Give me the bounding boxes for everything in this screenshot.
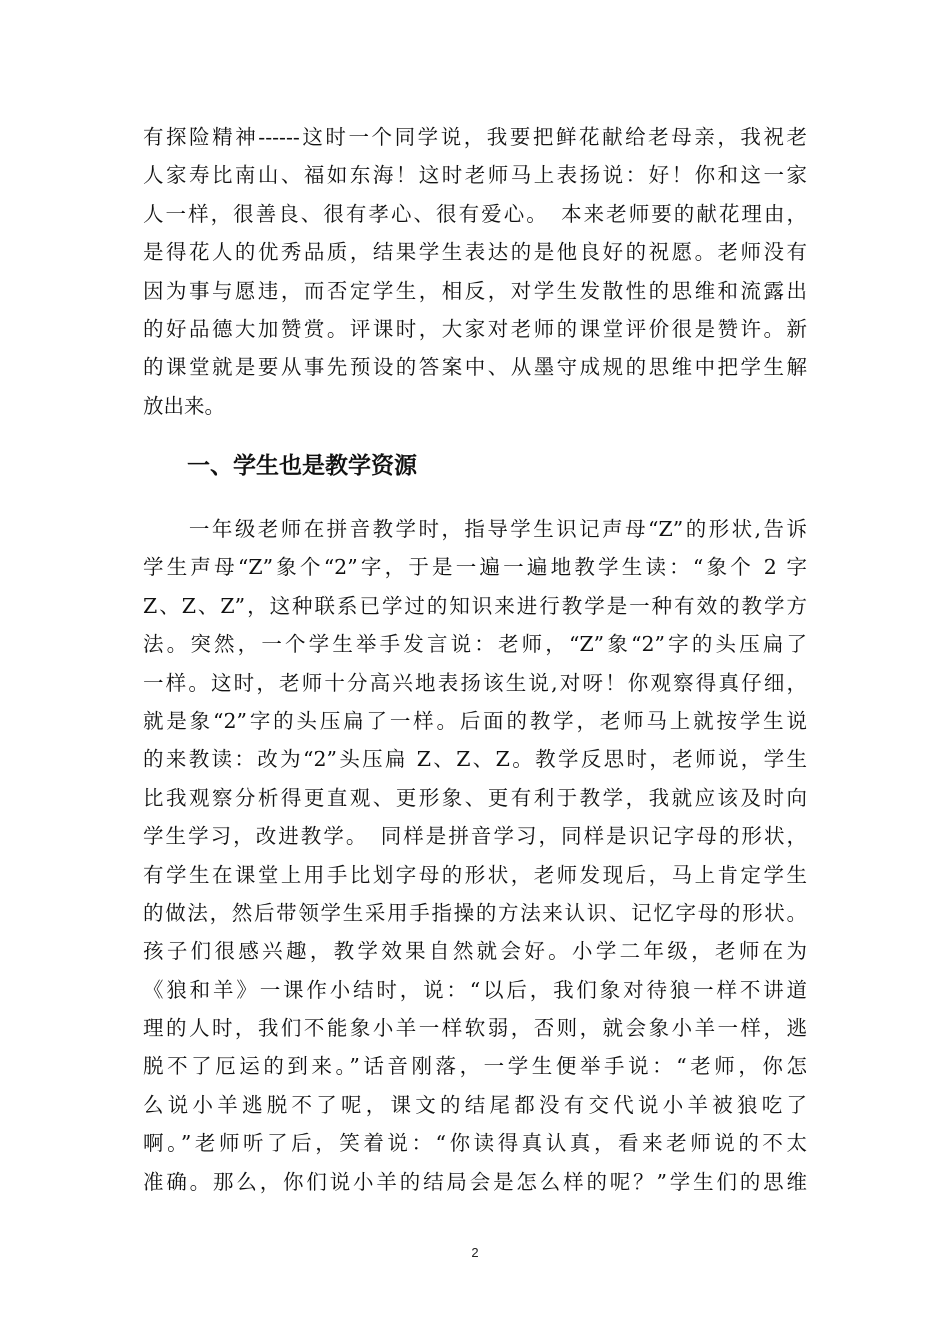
section-paragraph	[143, 510, 807, 1201]
text-line: 学生学习，改进教学。 同样是拼音学习，同样是识记字母的形状，	[143, 824, 807, 849]
text-line: 的来教读：改为“2”头压扁 Z、Z、Z。教学反思时，老师说，学生	[143, 747, 807, 772]
text-line: Z、Z、Z”，这种联系已学过的知识来进行教学是一种有效的教学方	[143, 593, 807, 618]
text-line: 的课堂就是要从事先预设的答案中、从墨守成规的思维中把学生解	[143, 355, 807, 380]
text-line: 有学生在课堂上用手比划字母的形状，老师发现后，马上肯定学生	[143, 862, 807, 887]
text-line: 孩子们很感兴趣，教学效果自然就会好。小学二年级，老师在为	[143, 939, 807, 964]
text-line: 因为事与愿违，而否定学生，相反，对学生发散性的思维和流露出	[143, 278, 807, 303]
section-heading: 一、学生也是教学资源	[187, 453, 417, 479]
text-line: 脱不了厄运的到来。”话音刚落，一学生便举手说：“老师，你怎	[143, 1054, 807, 1079]
text-line: 准确。那么，你们说小羊的结局会是怎么样的呢？”学生们的思维	[143, 1169, 807, 1194]
page-number: 2	[471, 1245, 479, 1260]
text-line: 法。突然，一个学生举手发言说：老师，“Z”象“2”字的头压扁了	[143, 632, 807, 657]
text-line: 比我观察分析得更直观、更形象、更有利于教学，我就应该及时向	[143, 785, 807, 810]
text-line: 一年级老师在拼音教学时，指导学生识记声母“Z”的形状,告诉	[143, 517, 807, 541]
text-line: 人一样，很善良、很有孝心、很有爱心。 本来老师要的献花理由，	[143, 201, 807, 226]
text-line: 一样。这时，老师十分高兴地表扬该生说,对呀！你观察得真仔细，	[143, 670, 807, 695]
text-line: 的好品德大加赞赏。评课时，大家对老师的课堂评价很是赞许。新	[143, 316, 807, 341]
text-line: 啊。”老师听了后，笑着说：“你读得真认真，看来老师说的不太	[143, 1131, 807, 1156]
paragraph-continuation	[143, 118, 807, 425]
text-line: 理的人时，我们不能象小羊一样软弱，否则，就会象小羊一样，逃	[143, 1016, 807, 1041]
text-line: 的做法，然后带领学生采用手指操的方法来认识、记忆字母的形状。	[143, 900, 807, 925]
text-line: 放出来。	[143, 393, 225, 418]
text-line: 《狼和羊》一课作小结时，说：“以后，我们象对待狼一样不讲道	[143, 977, 807, 1002]
text-line: 学生声母“Z”象个“2”字，于是一遍一遍地教学生读：“象个 2 字	[143, 555, 807, 580]
text-line: 么说小羊逃脱不了呢，课文的结尾都没有交代说小羊被狼吃了	[143, 1092, 807, 1117]
text-line: 就是象“2”字的头压扁了一样。后面的教学，老师马上就按学生说	[143, 708, 807, 733]
text-line: 人家寿比南山、福如东海！这时老师马上表扬说：好！你和这一家	[143, 163, 807, 188]
text-line: 是得花人的优秀品质，结果学生表达的是他良好的祝愿。老师没有	[143, 240, 807, 265]
text-line: 有探险精神------这时一个同学说，我要把鲜花献给老母亲，我祝老	[143, 125, 807, 149]
